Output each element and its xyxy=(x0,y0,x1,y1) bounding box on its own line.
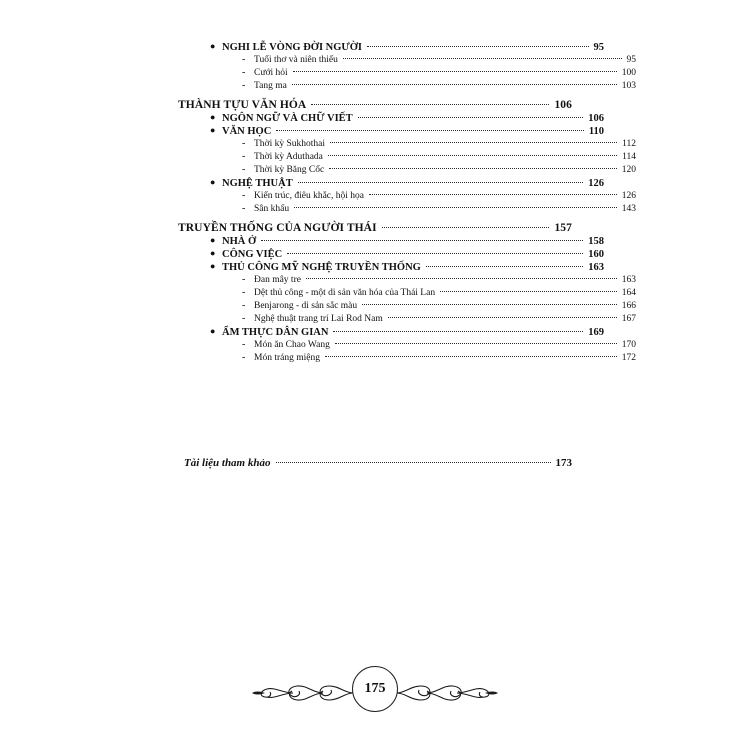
dash-icon: - xyxy=(242,351,246,363)
table-of-contents xyxy=(178,41,636,366)
toc-entry-page-number: 157 xyxy=(554,221,572,234)
toc-entry-label: Nghệ thuật trang trí Lai Rod Nam xyxy=(254,313,383,324)
dash-icon: - xyxy=(242,338,246,350)
bullet-icon: ● xyxy=(210,325,216,336)
bullet-icon: ● xyxy=(210,247,216,258)
dot-leader xyxy=(369,194,617,195)
toc-entry-label: NHÀ Ở xyxy=(222,235,257,247)
dash-icon: - xyxy=(242,150,246,162)
dot-leader xyxy=(261,240,583,241)
dot-leader xyxy=(388,317,617,318)
toc-entry[interactable] xyxy=(178,301,636,312)
toc-entry-page-number: 95 xyxy=(593,42,604,53)
toc-entry[interactable] xyxy=(178,236,604,247)
dash-icon: - xyxy=(242,312,246,324)
toc-entry-page-number: 169 xyxy=(588,326,604,338)
toc-entry-page-number: 170 xyxy=(621,339,636,350)
toc-entry-label: Thời kỳ Băng Cốc xyxy=(254,164,325,175)
dot-leader xyxy=(329,168,617,169)
toc-entry-label: Đan mây tre xyxy=(254,274,301,285)
bullet-icon: ● xyxy=(210,260,216,271)
toc-entry-label: VĂN HỌC xyxy=(222,126,272,137)
dash-icon: - xyxy=(242,202,246,214)
toc-entry[interactable] xyxy=(178,152,636,163)
dot-leader xyxy=(343,58,622,59)
bullet-icon: ● xyxy=(210,176,216,187)
references-entry xyxy=(184,458,572,470)
toc-entry-label: Sân khấu xyxy=(254,203,290,214)
dot-leader xyxy=(298,182,584,183)
toc-entry[interactable] xyxy=(178,222,572,234)
toc-entry-label: Cưới hỏi xyxy=(254,67,288,78)
toc-entry-label: THÀNH TỰU VĂN HÓA xyxy=(178,98,307,111)
dot-leader xyxy=(276,130,584,131)
dash-icon: - xyxy=(242,189,246,201)
dot-leader xyxy=(306,278,617,279)
dash-icon: - xyxy=(242,273,246,285)
toc-entry-page-number: 126 xyxy=(588,177,604,189)
toc-entry-page-number: 106 xyxy=(554,98,572,111)
toc-entry-label: Benjarong - di sản sắc màu xyxy=(254,300,358,311)
toc-entry[interactable] xyxy=(178,139,636,150)
dash-icon: - xyxy=(242,54,246,66)
dash-icon: - xyxy=(242,138,246,150)
bullet-icon: ● xyxy=(210,234,216,245)
toc-entry-label: Tuổi thơ và niên thiếu xyxy=(254,55,338,66)
page-number-badge xyxy=(352,666,398,712)
dot-leader xyxy=(382,227,550,228)
toc-entry-page-number: 163 xyxy=(621,274,636,285)
toc-entry-label: THỦ CÔNG MỸ NGHỆ TRUYỀN THỐNG xyxy=(222,261,421,273)
dot-leader xyxy=(335,343,617,344)
references-page-number: 173 xyxy=(555,457,572,469)
toc-entry-label: Thời kỳ Sukhothai xyxy=(254,139,325,150)
toc-entry-page-number: 164 xyxy=(621,287,636,298)
toc-entry-page-number: 172 xyxy=(621,352,636,363)
dot-leader xyxy=(325,356,617,357)
dot-leader xyxy=(293,71,617,72)
toc-entry-page-number: 120 xyxy=(621,164,636,175)
toc-entry-label: NGÔN NGỮ VÀ CHỮ VIẾT xyxy=(222,112,353,124)
toc-entry-page-number: 106 xyxy=(588,112,604,124)
toc-entry-page-number: 126 xyxy=(621,190,636,201)
references-label: Tài liệu tham khảo xyxy=(184,457,271,469)
toc-entry[interactable] xyxy=(178,191,636,202)
toc-entry-label: Tang ma xyxy=(254,80,287,91)
bullet-icon: ● xyxy=(210,41,216,51)
dot-leader xyxy=(287,253,583,254)
dash-icon: - xyxy=(242,66,246,78)
dot-leader xyxy=(328,155,617,156)
dot-leader xyxy=(330,142,617,143)
toc-entry-page-number: 103 xyxy=(621,80,636,91)
toc-entry[interactable] xyxy=(178,126,604,137)
bullet-icon: ● xyxy=(210,111,216,122)
dot-leader xyxy=(276,462,551,463)
toc-entry[interactable] xyxy=(178,42,604,53)
page-footer xyxy=(0,662,750,722)
toc-entry-page-number: 110 xyxy=(588,126,604,137)
toc-entry-label: TRUYỀN THỐNG CỦA NGƯỜI THÁI xyxy=(178,221,377,234)
dash-icon: - xyxy=(242,163,246,175)
toc-entry[interactable] xyxy=(178,288,636,299)
toc-entry[interactable] xyxy=(178,113,604,124)
toc-entry-page-number: 160 xyxy=(588,248,604,260)
toc-entry-label: Món ăn Chao Wang xyxy=(254,339,330,350)
toc-entry[interactable] xyxy=(178,178,604,189)
toc-entry[interactable] xyxy=(178,353,636,364)
toc-entry-label: Món tráng miệng xyxy=(254,352,320,363)
dot-leader xyxy=(367,46,588,47)
toc-entry[interactable] xyxy=(178,165,636,176)
bullet-icon: ● xyxy=(210,125,216,135)
dot-leader xyxy=(358,117,584,118)
toc-entry xyxy=(184,458,572,470)
dot-leader xyxy=(333,331,583,332)
toc-entry-label: ẨM THỰC DÂN GIAN xyxy=(222,326,329,338)
toc-entry-label: Thời kỳ Aduthada xyxy=(254,151,323,162)
toc-entry-page-number: 114 xyxy=(622,151,636,162)
toc-entry[interactable] xyxy=(178,99,572,111)
toc-entry[interactable] xyxy=(178,275,636,286)
toc-entry[interactable] xyxy=(178,204,636,215)
dash-icon: - xyxy=(242,286,246,298)
toc-entry-label: CÔNG VIỆC xyxy=(222,248,283,260)
dot-leader xyxy=(292,84,617,85)
toc-entry-page-number: 95 xyxy=(626,55,636,66)
toc-entry[interactable] xyxy=(178,55,636,66)
toc-entry-label: NGHỆ THUẬT xyxy=(222,177,293,189)
dash-icon: - xyxy=(242,299,246,311)
toc-entry[interactable] xyxy=(178,249,604,260)
toc-entry[interactable] xyxy=(178,68,636,79)
toc-entry[interactable] xyxy=(178,327,604,338)
dot-leader xyxy=(426,266,583,267)
toc-entry-page-number: 167 xyxy=(621,313,636,324)
toc-entry-page-number: 112 xyxy=(622,139,636,150)
footer-ornament-group xyxy=(245,662,505,722)
toc-entry-page-number: 166 xyxy=(621,300,636,311)
toc-entry-page-number: 158 xyxy=(588,235,604,247)
page-number: 175 xyxy=(364,681,386,696)
dot-leader xyxy=(311,104,549,105)
dot-leader xyxy=(294,207,617,208)
toc-entry-page-number: 163 xyxy=(588,261,604,273)
flourish-left-icon xyxy=(249,680,357,706)
toc-entry[interactable] xyxy=(178,262,604,273)
toc-entry-label: Dệt thủ công - một di sản văn hóa của Thái Lan xyxy=(254,287,436,298)
toc-entry[interactable] xyxy=(178,340,636,351)
toc-entry[interactable] xyxy=(178,81,636,92)
toc-entry-label: Kiến trúc, điêu khắc, hội họa xyxy=(254,190,365,201)
flourish-right-icon xyxy=(393,680,501,706)
dot-leader xyxy=(362,304,617,305)
toc-entry[interactable] xyxy=(178,314,636,325)
dot-leader xyxy=(440,291,617,292)
toc-entry-label: NGHI LỄ VÒNG ĐỜI NGƯỜI xyxy=(222,42,363,53)
toc-entry-page-number: 100 xyxy=(621,67,636,78)
dash-icon: - xyxy=(242,79,246,91)
toc-entry-page-number: 143 xyxy=(621,203,636,214)
